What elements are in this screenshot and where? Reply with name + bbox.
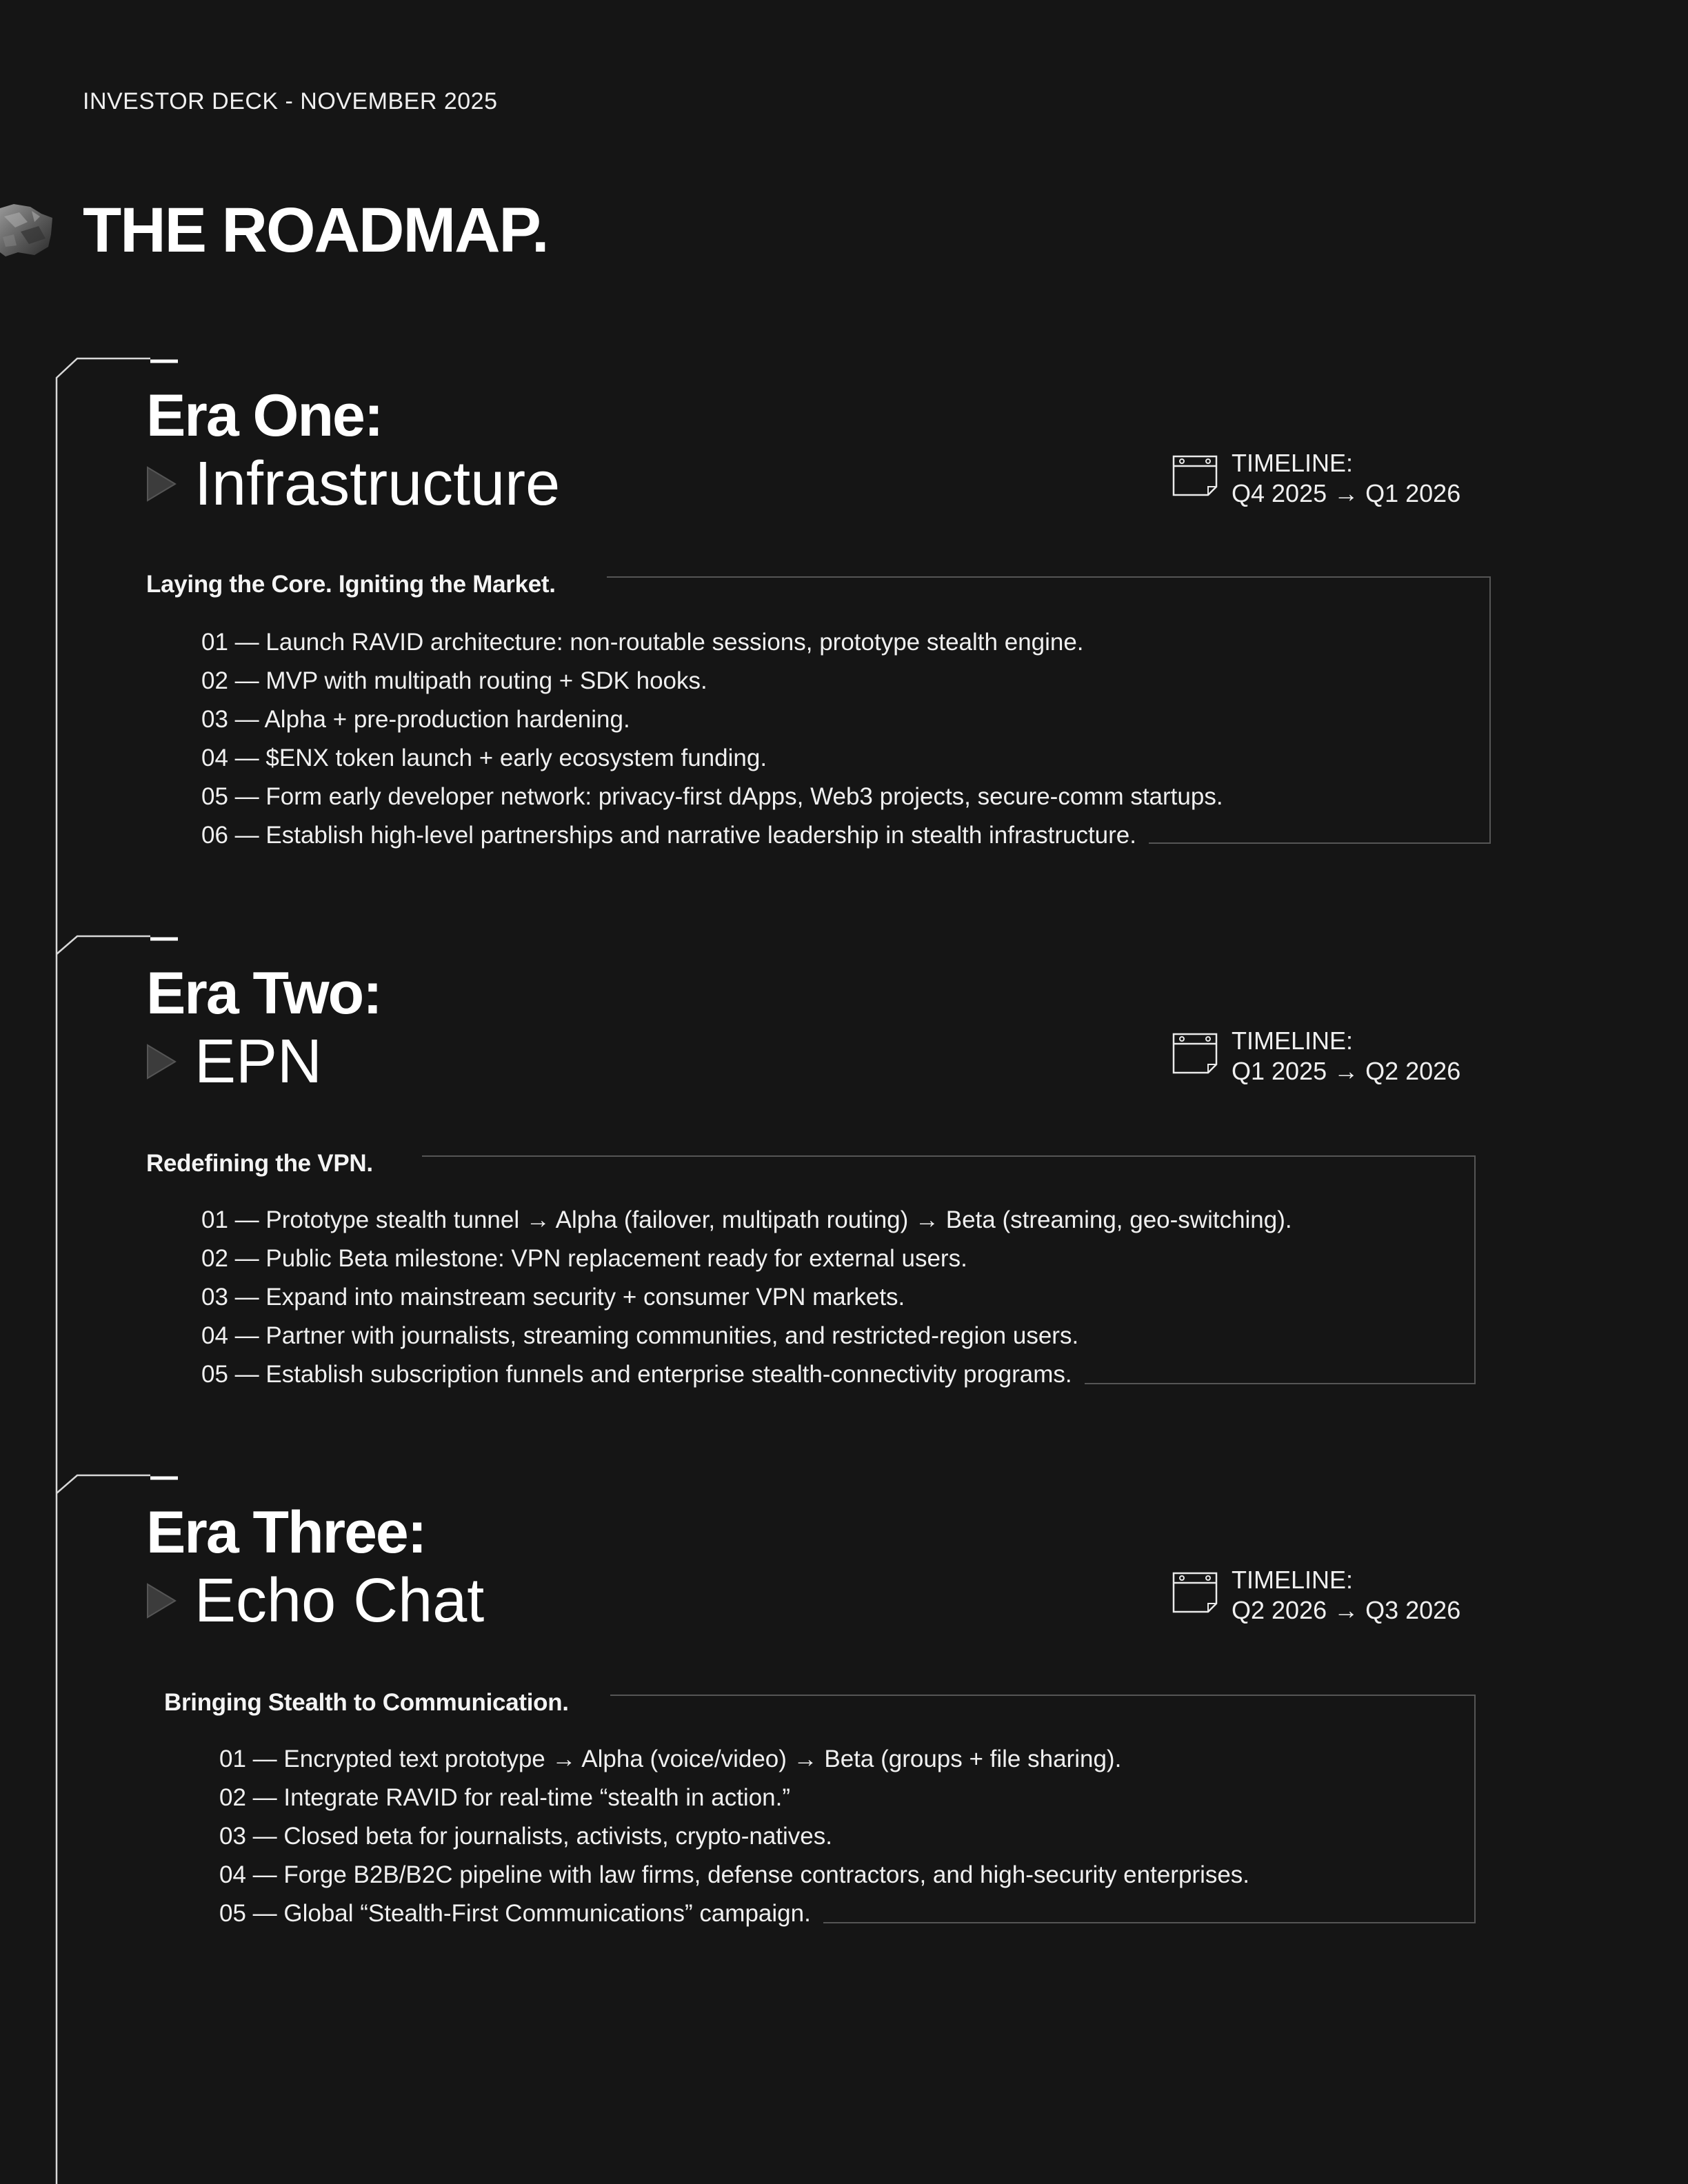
- era-one: [0, 358, 1688, 882]
- timeline-label: TIMELINE:: [1232, 1027, 1354, 1055]
- calendar-icon: [1172, 1033, 1218, 1074]
- timeline-label: TIMELINE:: [1232, 449, 1354, 477]
- era-list: [219, 1740, 1249, 1933]
- timeline-label: TIMELINE:: [1232, 1566, 1354, 1594]
- list-item-last: 05 — Establish subscription funnels and enterprise stealth-connectivity programs.: [201, 1361, 1085, 1388]
- timeline-block: [1172, 1565, 1460, 1626]
- era-list: [201, 623, 1223, 855]
- list-item: 04 — Partner with journalists, streaming communities, and restricted-region users.: [201, 1322, 1079, 1349]
- list-item: 01 — Prototype stealth tunnel → Alpha (failover, multipath routing) → Beta (streaming, geo-switching).: [201, 1206, 1292, 1233]
- list-item: 04 — Forge B2B/B2C pipeline with law firms, defense contractors, and high-security enterprises.: [219, 1861, 1250, 1888]
- list-item: 03 — Closed beta for journalists, activists, crypto-natives.: [219, 1823, 832, 1850]
- calendar-icon: [1172, 455, 1218, 496]
- list-item: 02 — Integrate RAVID for real-time “stealth in action.”: [219, 1784, 791, 1811]
- era-subtitle: Redefining the VPN.: [146, 1150, 414, 1177]
- calendar-icon: [1172, 1572, 1218, 1613]
- timeline-block: [1172, 1026, 1460, 1086]
- era-name: Echo Chat: [194, 1566, 485, 1635]
- list-item: 01 — Encrypted text prototype → Alpha (voice/video) → Beta (groups + file sharing).: [219, 1746, 1122, 1772]
- era-list: [201, 1201, 1292, 1394]
- era-name-row: [146, 1566, 484, 1635]
- list-item: 04 — $ENX token launch + early ecosystem funding.: [201, 745, 767, 771]
- timeline-range: Q1 2025 → Q2 2026: [1232, 1057, 1461, 1085]
- list-item-last: 06 — Establish high-level partnerships and narrative leadership in stealth infrastructure.: [201, 822, 1149, 849]
- list-item: 02 — Public Beta milestone: VPN replacement ready for external users.: [201, 1245, 967, 1272]
- list-item: [201, 816, 1223, 855]
- play-triangle-icon: [146, 466, 177, 502]
- timeline-range: Q4 2025 → Q1 2026: [1232, 479, 1461, 507]
- list-item: 03 — Alpha + pre-production hardening.: [201, 706, 630, 733]
- era-three: [0, 1475, 1688, 1999]
- era-subtitle: Bringing Stealth to Communication.: [164, 1689, 610, 1717]
- page-title: THE ROADMAP.: [83, 195, 548, 265]
- era-heading: Era Two:: [146, 960, 381, 1027]
- list-item: [201, 1355, 1292, 1394]
- deck-label: INVESTOR DECK - NOVEMBER 2025: [83, 88, 498, 114]
- list-item: [219, 1894, 1249, 1933]
- play-triangle-icon: [146, 1044, 177, 1080]
- era-heading: Era Three:: [146, 1499, 426, 1566]
- era-subtitle: Laying the Core. Igniting the Market.: [146, 571, 597, 598]
- era-name-row: [146, 1027, 322, 1096]
- timeline-block: [1172, 448, 1460, 509]
- era-name: EPN: [194, 1027, 323, 1096]
- list-item: 02 — MVP with multipath routing + SDK hooks.: [201, 667, 707, 694]
- play-triangle-icon: [146, 1583, 177, 1619]
- era-name-row: [146, 449, 560, 518]
- list-item: 01 — Launch RAVID architecture: non-routable sessions, prototype stealth engine.: [201, 629, 1084, 656]
- era-name: Infrastructure: [194, 449, 561, 518]
- era-heading: Era One:: [146, 383, 383, 449]
- list-item-last: 05 — Global “Stealth-First Communications” campaign.: [219, 1900, 823, 1927]
- list-item: 03 — Expand into mainstream security + consumer VPN markets.: [201, 1284, 905, 1311]
- timeline-range: Q2 2026 → Q3 2026: [1232, 1596, 1461, 1624]
- era-two: [0, 936, 1688, 1460]
- list-item: 05 — Form early developer network: privacy-first dApps, Web3 projects, secure-comm startups.: [201, 783, 1223, 810]
